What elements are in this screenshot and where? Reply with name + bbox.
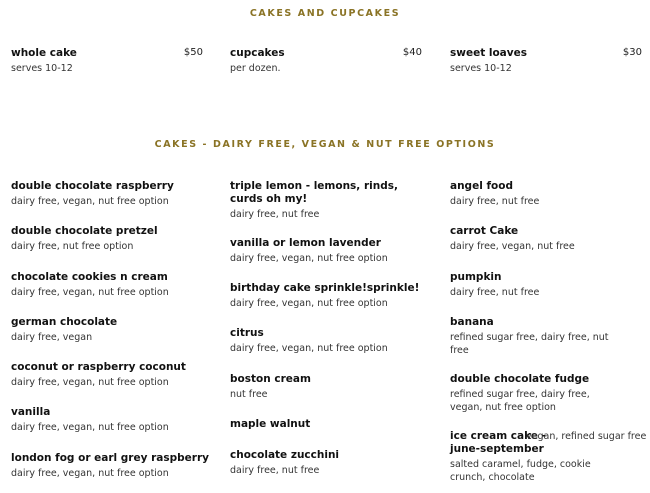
item-desc: dairy free, nut free (450, 287, 540, 298)
menu-item (230, 418, 430, 431)
menu-item-cupcakes (230, 47, 425, 75)
item-name: boston cream (230, 373, 311, 385)
menu-item (450, 225, 630, 253)
menu-item (11, 361, 211, 389)
section-heading-cakes-options: CAKES - DAIRY FREE, VEGAN & NUT FREE OPTIONS (154, 139, 496, 150)
item-desc: dairy free, vegan (11, 332, 93, 343)
item-desc: dairy free, vegan, nut free option (11, 422, 169, 433)
item-name: german chocolate (11, 316, 118, 328)
item-desc: refined sugar free, dairy free, nut free (450, 332, 609, 356)
menu-item (450, 271, 630, 299)
menu-item (450, 373, 600, 414)
menu-item (11, 316, 211, 344)
menu-item-whole-cake (11, 47, 206, 75)
menu-item (230, 180, 422, 221)
item-name: pumpkin (450, 271, 502, 283)
item-name: london fog or earl grey raspberry (11, 452, 209, 464)
menu-item (230, 327, 430, 355)
item-name: double chocolate raspberry (11, 180, 174, 192)
item-name: coconut or raspberry coconut (11, 361, 186, 373)
menu-item (11, 452, 211, 480)
item-desc: dairy free, nut free (450, 196, 540, 207)
item-desc: serves 10-12 (450, 63, 512, 74)
item-desc: dairy free, vegan, nut free option (230, 298, 388, 309)
item-name: vanilla or lemon lavender (230, 237, 381, 249)
item-desc: dairy free, nut free (230, 209, 320, 220)
item-tag: vegan, refined sugar free (526, 431, 647, 442)
item-name: cupcakes (230, 47, 285, 59)
item-name: angel food (450, 180, 513, 192)
item-desc: dairy free, vegan, nut free (450, 241, 575, 252)
item-name: sweet loaves (450, 47, 527, 59)
menu-item-sweet-loaves (450, 47, 642, 75)
item-name: maple walnut (230, 418, 311, 430)
menu-item (230, 373, 430, 401)
item-desc: salted caramel, fudge, cookie crunch, chocolate (450, 459, 591, 483)
item-desc: dairy free, vegan, nut free option (230, 253, 388, 264)
menu-item (11, 225, 211, 253)
menu-item (230, 282, 430, 310)
item-desc: dairy free, nut free option (11, 241, 134, 252)
item-name: whole cake (11, 47, 77, 59)
menu-item (450, 430, 645, 484)
item-name: triple lemon - lemons, rinds, curds oh my! (230, 180, 398, 205)
item-desc: per dozen. (230, 63, 281, 74)
item-name: ice cream cake - june-september (450, 430, 546, 455)
menu-item (11, 406, 211, 434)
item-price: $50 (183, 47, 203, 58)
item-desc: dairy free, vegan, nut free option (11, 196, 169, 207)
item-desc: dairy free, vegan, nut free option (11, 287, 169, 298)
item-name: double chocolate fudge (450, 373, 590, 385)
item-name: chocolate zucchini (230, 449, 340, 461)
item-price: $40 (402, 47, 422, 58)
item-name: chocolate cookies n cream (11, 271, 168, 283)
item-name: banana (450, 316, 494, 328)
menu-item (11, 271, 211, 299)
item-name: double chocolate pretzel (11, 225, 158, 237)
menu-item (11, 180, 211, 208)
item-desc: dairy free, vegan, nut free option (11, 377, 169, 388)
item-desc: dairy free, vegan, nut free option (230, 343, 388, 354)
item-desc: dairy free, nut free (230, 465, 320, 476)
item-desc: refined sugar free, dairy free, vegan, nut free option (450, 389, 590, 413)
menu-item (450, 316, 610, 357)
menu-item (230, 449, 430, 477)
item-desc: serves 10-12 (11, 63, 73, 74)
item-price: $30 (622, 47, 642, 58)
item-name: citrus (230, 327, 264, 339)
item-name: birthday cake sprinkle!sprinkle! (230, 282, 420, 294)
item-name: vanilla (11, 406, 51, 418)
item-name: carrot Cake (450, 225, 519, 237)
item-desc: nut free (230, 389, 268, 400)
item-desc: dairy free, vegan, nut free option (11, 468, 169, 479)
menu-item (230, 237, 430, 265)
section-heading-cakes-and-cupcakes: CAKES AND CUPCAKES (249, 8, 401, 19)
menu-item (450, 180, 630, 208)
